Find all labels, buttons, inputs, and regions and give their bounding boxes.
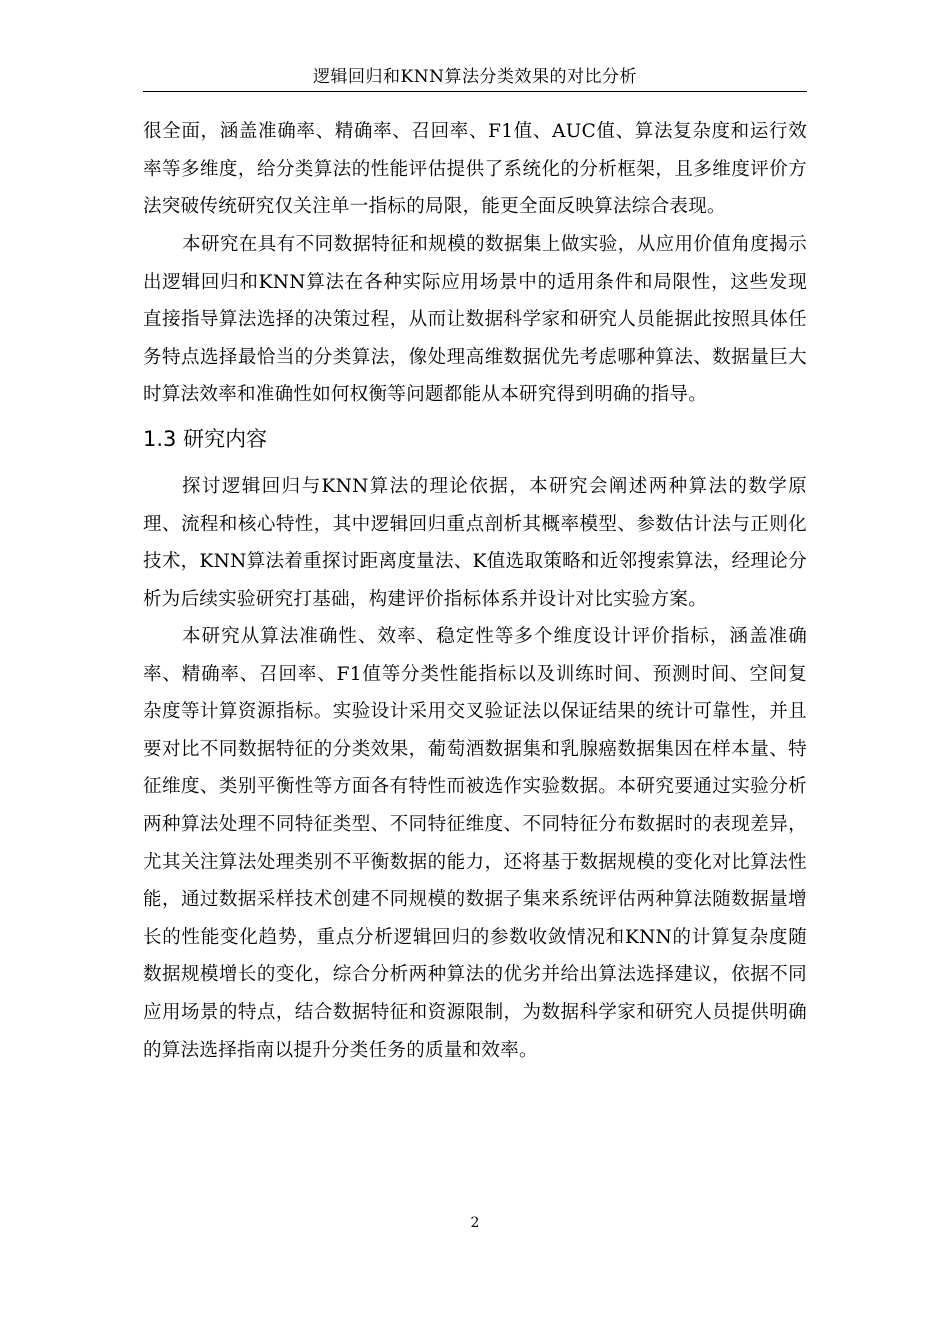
running-header: 逻辑回归和KNN算法分类效果的对比分析 bbox=[313, 67, 637, 87]
section-heading: 1.3 研究内容 bbox=[143, 427, 268, 451]
section-paragraph: 探讨逻辑回归与KNN算法的理论依据，本研究会阐述两种算法的数学原理、流程和核心特性，其中逻辑回归重点剖析其概率模型、参数估计法与正则化技术，KNN算法着重探讨距离度量法、K值选取策略和近邻搜索算法，经理论分析为后续实验研究打基础，构建评价指标体系并设计对比实验方案。 bbox=[143, 476, 807, 610]
page-number: 2 bbox=[470, 1215, 480, 1231]
section-paragraph: 本研究从算法准确性、效率、稳定性等多个维度设计评价指标，涵盖准确率、精确率、召回率、F1值等分类性能指标以及训练时间、预测时间、空间复杂度等计算资源指标。实验设计采用交叉验证法以保证结果的统计可靠性，并且要对比不同数据特征的分类效果，葡萄酒数据集和乳腺癌数据集因在样本量、特征维度、类别平衡性等方面各有特性而被选作实验数据。本研究要通过实验分析两种算法处理不同特征类型、不同特征维度、不同特征分布数据时的表现差异，尤其关注算法处理类别不平衡数据的能力，还将基于数据规模的变化对比算法性能，通过数据采样技术创建不同规模的数据子集来系统评估两种算法随数据量增长的性能变化趋势，重点分析逻辑回归的参数收敛情况和KNN的计算复杂度随数据规模增长的变化，综合分析两种算法的优劣并给出算法选择建议，依据不同应用场景的特点，结合数据特征和资源限制，为数据科学家和研究人员提供明确的算法选择指南以提升分类任务的质量和效率。 bbox=[143, 626, 807, 1061]
header-rule bbox=[143, 91, 807, 92]
body-paragraph-continued: 很全面，涵盖准确率、精确率、召回率、F1值、AUC值、算法复杂度和运行效率等多维度，给分类算法的性能评估提供了系统化的分析框架，且多维度评价方法突破传统研究仅关注单一指标的局限，能更全面反映算法综合表现。 bbox=[143, 121, 807, 218]
body-paragraph: 本研究在具有不同数据特征和规模的数据集上做实验，从应用价值角度揭示出逻辑回归和KNN算法在各种实际应用场景中的适用条件和局限性，这些发现直接指导算法选择的决策过程，从而让数据科学家和研究人员能据此按照具体任务特点选择最恰当的分类算法，像处理高维数据优先考虑哪种算法、数据量巨大时算法效率和准确性如何权衡等问题都能从本研究得到明确的指导。 bbox=[143, 234, 807, 406]
